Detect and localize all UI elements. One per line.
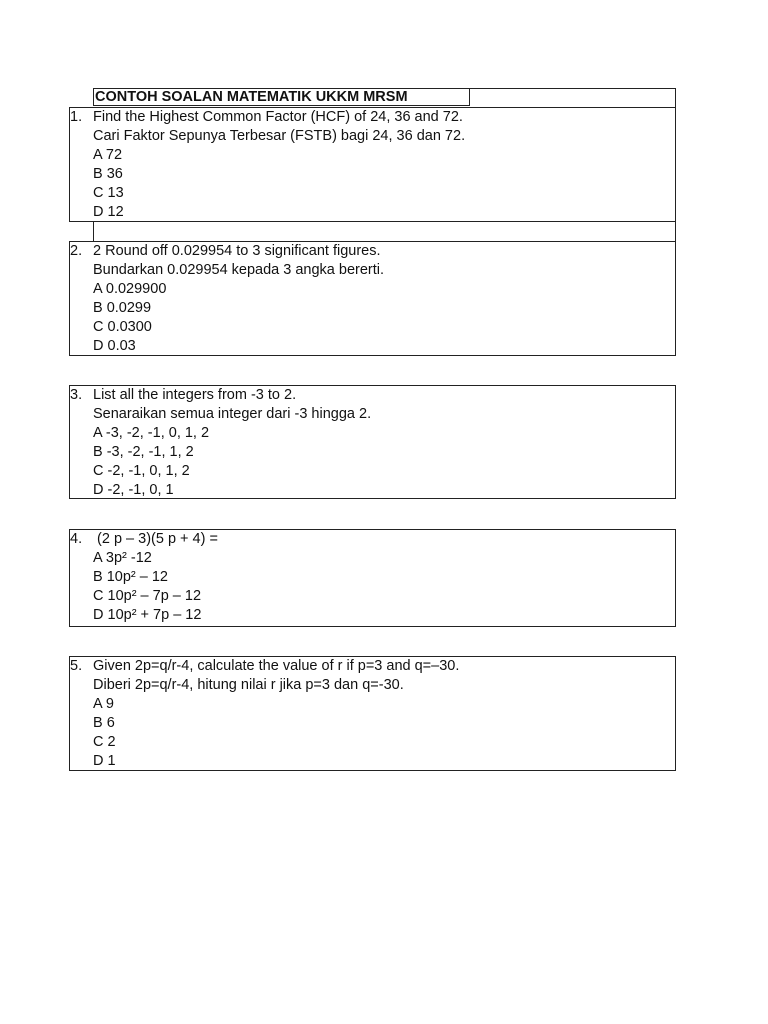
question-5-box — [69, 656, 676, 771]
question-3-option-a: A -3, -2, -1, 0, 1, 2 — [93, 425, 210, 441]
question-1-text-en: Find the Highest Common Factor (HCF) of 24, 36 and 72. — [93, 109, 463, 125]
question-4-number: 4. — [70, 531, 83, 547]
question-1-line-en — [70, 108, 675, 127]
question-1-box — [69, 107, 676, 222]
question-3-text-en: List all the integers from -3 to 2. — [93, 387, 297, 403]
question-3-option-d: D -2, -1, 0, 1 — [93, 482, 174, 498]
question-4-option-b: B 10p² – 12 — [93, 569, 168, 585]
question-3-text-ms: Senaraikan semua integer dari -3 hingga 2. — [93, 406, 372, 422]
question-5-text-ms: Diberi 2p=q/r-4, hitung nilai r jika p=3 dan q=-30. — [93, 677, 404, 693]
question-2-box — [69, 241, 676, 356]
question-5-option-a: A 9 — [93, 696, 114, 712]
title-cell-border — [470, 88, 676, 107]
blank-cell — [93, 221, 676, 241]
question-4-option-c: C 10p² – 7p – 12 — [93, 588, 202, 604]
question-4-box — [69, 529, 676, 627]
question-2-option-b: B 0.0299 — [93, 300, 152, 316]
question-4-option-d: D 10p² + 7p – 12 — [93, 607, 202, 623]
question-1-text-ms: Cari Faktor Sepunya Terbesar (FSTB) bagi 24, 36 dan 72. — [93, 128, 466, 144]
question-4-expression: (2 p – 3)(5 p + 4) = — [93, 531, 218, 547]
question-2-text-en: 2 Round off 0.029954 to 3 significant figures. — [93, 243, 381, 259]
question-2-option-c: C 0.0300 — [93, 319, 152, 335]
question-2-number: 2. — [70, 243, 83, 259]
question-5-text-en: Given 2p=q/r-4, calculate the value of r if p=3 and q=–30. — [93, 658, 460, 674]
question-2-text-ms: Bundarkan 0.029954 kepada 3 angka bererti. — [93, 262, 385, 278]
question-1-option-c: C 13 — [93, 185, 124, 201]
question-1-option-a: A 72 — [93, 147, 123, 163]
question-3-option-b: B -3, -2, -1, 1, 2 — [93, 444, 194, 460]
document-title: CONTOH SOALAN MATEMATIK UKKM MRSM — [93, 88, 470, 106]
question-3-number: 3. — [70, 387, 83, 403]
question-2-option-d: D 0.03 — [93, 338, 136, 354]
question-3-option-c: C -2, -1, 0, 1, 2 — [93, 463, 190, 479]
question-2-option-a: A 0.029900 — [93, 281, 167, 297]
question-5-number: 5. — [70, 658, 83, 674]
question-5-option-c: C 2 — [93, 734, 116, 750]
question-3-box — [69, 385, 676, 499]
question-1-number: 1. — [70, 109, 83, 125]
question-4-option-a: A 3p² -12 — [93, 550, 152, 566]
question-5-option-d: D 1 — [93, 753, 116, 769]
question-5-option-b: B 6 — [93, 715, 115, 731]
question-1-option-d: D 12 — [93, 204, 124, 220]
question-1-option-b: B 36 — [93, 166, 123, 182]
